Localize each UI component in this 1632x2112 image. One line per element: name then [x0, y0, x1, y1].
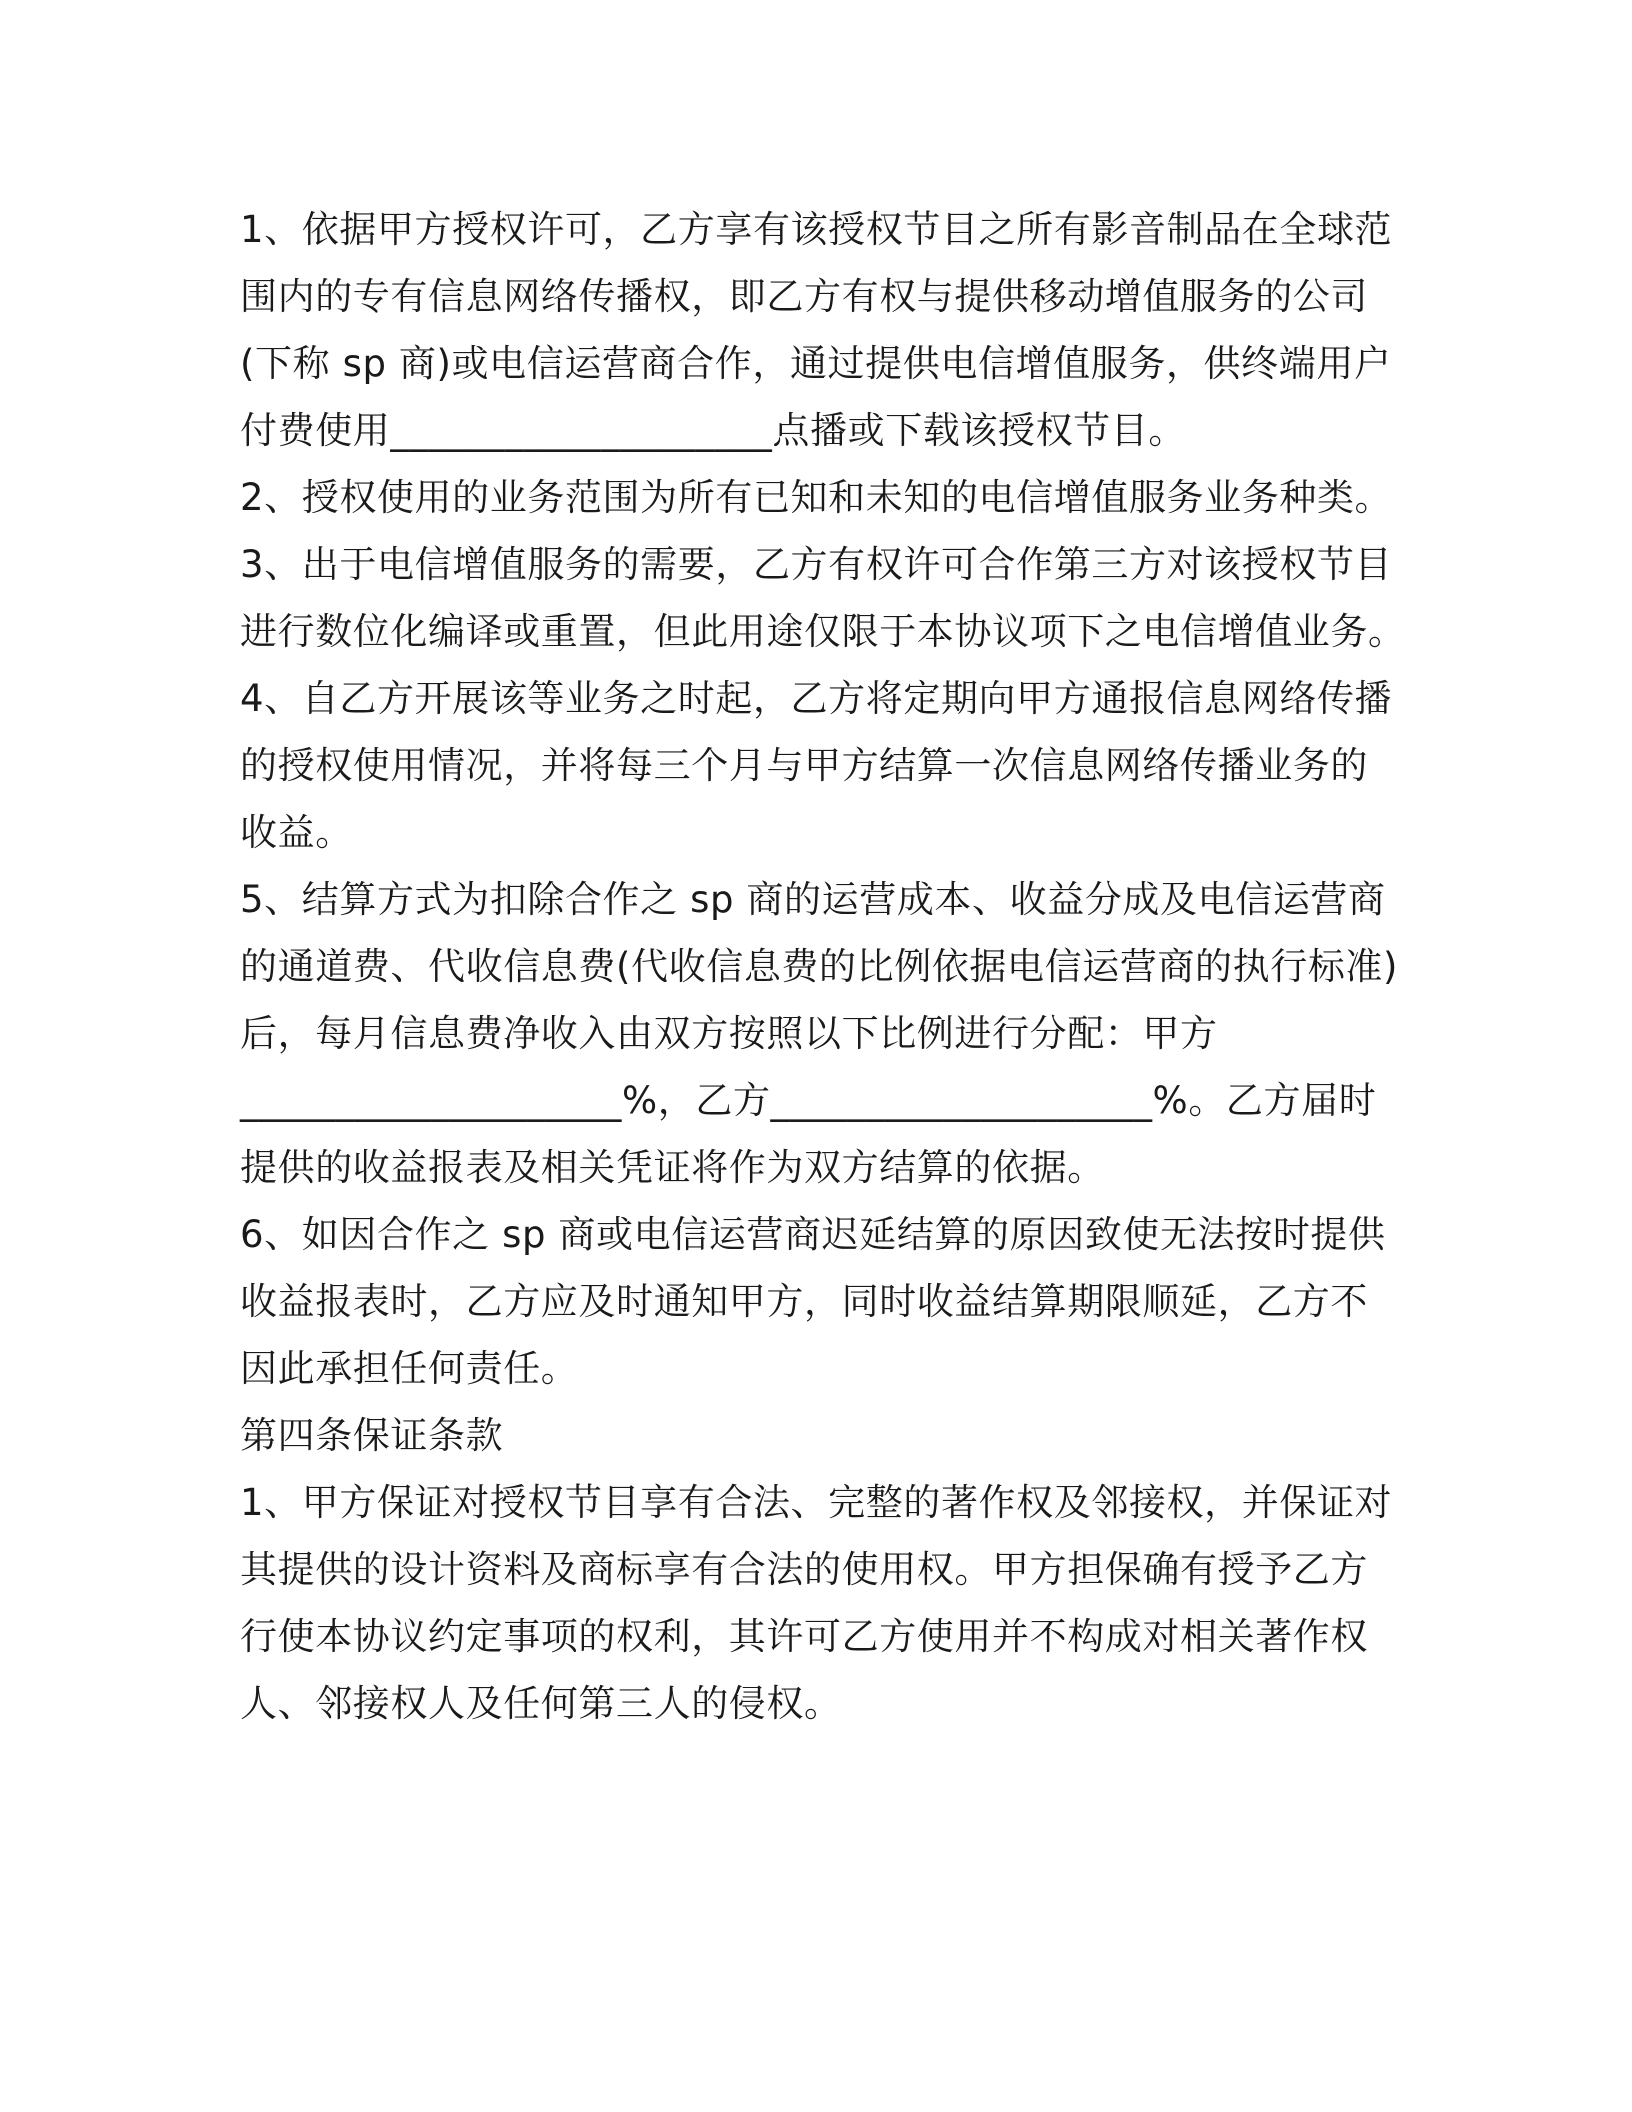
text-line: 6、如因合作之 sp 商或电信运营商迟延结算的原因致使无法按时提供	[240, 1213, 1386, 1256]
text-line: 后，每月信息费净收入由双方按照以下比例进行分配：甲方	[240, 1012, 1218, 1055]
clause-2	[240, 464, 1393, 531]
text-line: (下称 sp 商)或电信运营商合作，通过提供电信增值服务，供终端用户	[240, 342, 1392, 385]
clause-4	[240, 665, 1393, 866]
text-line: 付费使用____________________点播或下载该授权节目。	[240, 409, 1186, 452]
text-line: 收益。	[240, 811, 353, 854]
text-line: 3、出于电信增值服务的需要，乙方有权许可合作第三方对该授权节目	[240, 543, 1393, 586]
section-heading: 第四条保证条款	[240, 1414, 504, 1457]
text-line: 1、依据甲方授权许可，乙方享有该授权节目之所有影音制品在全球范	[240, 208, 1393, 251]
text-line: 4、自乙方开展该等业务之时起，乙方将定期向甲方通报信息网络传播	[240, 677, 1393, 720]
guarantee-clause-1	[240, 1469, 1393, 1737]
text-line: 因此承担任何责任。	[240, 1347, 579, 1390]
text-line: 的授权使用情况，并将每三个月与甲方结算一次信息网络传播业务的	[240, 744, 1368, 787]
text-line: 提供的收益报表及相关凭证将作为双方结算的依据。	[240, 1146, 1105, 1189]
text-line: 2、授权使用的业务范围为所有已知和未知的电信增值服务业务种类。	[240, 476, 1393, 519]
clause-3	[240, 531, 1406, 665]
text-line: 围内的专有信息网络传播权，即乙方有权与提供移动增值服务的公司	[240, 275, 1368, 318]
text-line: 的通道费、代收信息费(代收信息费的比例依据电信运营商的执行标准)	[240, 945, 1399, 988]
text-line: 5、结算方式为扣除合作之 sp 商的运营成本、收益分成及电信运营商	[240, 878, 1386, 921]
text-line: 进行数位化编译或重置，但此用途仅限于本协议项下之电信增值业务。	[240, 610, 1406, 653]
text-line: 其提供的设计资料及商标享有合法的使用权。甲方担保确有授予乙方	[240, 1548, 1368, 1591]
clause-5	[240, 866, 1399, 1201]
document-page	[240, 196, 1406, 1737]
clause-6	[240, 1201, 1390, 1402]
text-line: 人、邻接权人及任何第三人的侵权。	[240, 1682, 842, 1725]
text-line: ____________________%，乙方____________________%。乙方届时	[240, 1079, 1377, 1122]
text-line: 收益报表时，乙方应及时通知甲方，同时收益结算期限顺延，乙方不	[240, 1280, 1368, 1323]
text-line: 1、甲方保证对授权节目享有合法、完整的著作权及邻接权，并保证对	[240, 1481, 1393, 1524]
clause-1	[240, 196, 1393, 464]
text-line: 行使本协议约定事项的权利，其许可乙方使用并不构成对相关著作权	[240, 1615, 1368, 1658]
